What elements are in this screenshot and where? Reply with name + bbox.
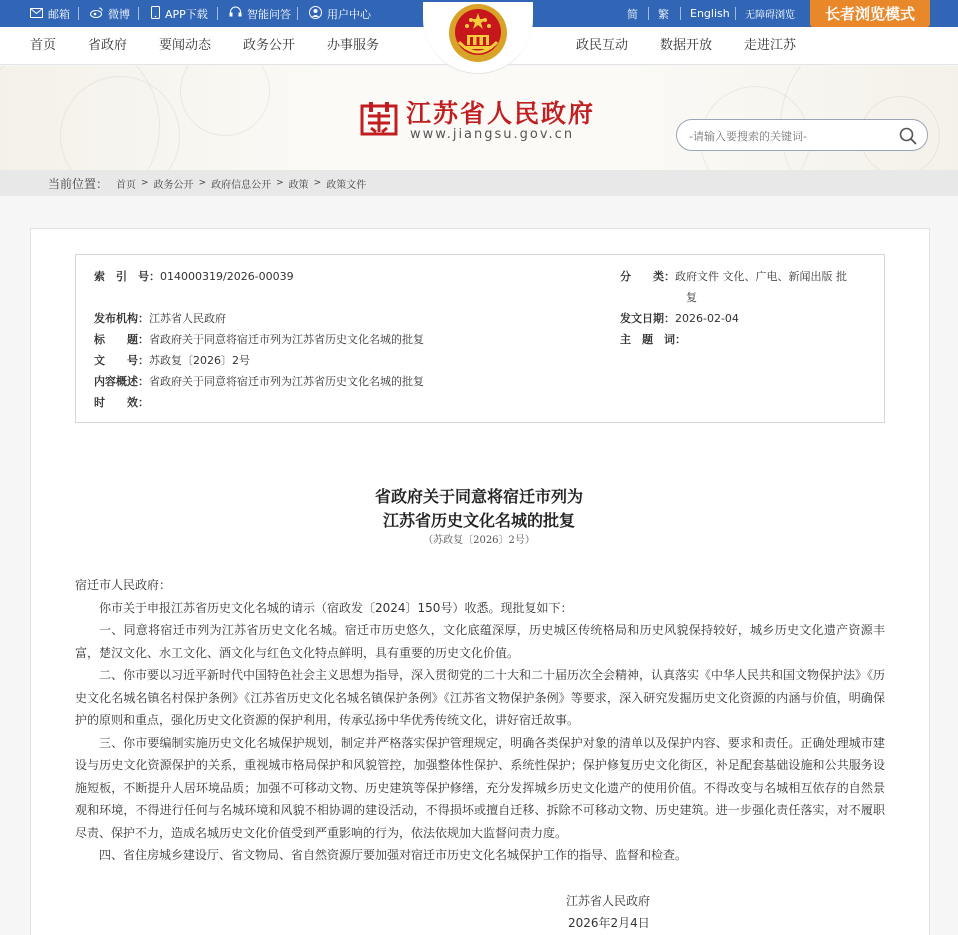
meta-category-value-cont: 复 [686,291,697,304]
accessible-browsing-link[interactable]: 无障碍浏览 [745,10,795,21]
smart-qa-link[interactable] [229,0,291,27]
simplified-chinese-link[interactable]: 简 [627,7,638,21]
chevron-right-icon: > [313,178,322,188]
app-download-label: APP下载 [165,7,208,21]
weibo-link[interactable] [90,0,130,27]
breadcrumb-item-home[interactable]: 首页 [116,179,137,191]
signer: 江苏省人民政府 [566,894,651,908]
meta-date-value: 2026-02-04 [675,312,739,325]
document-title-line-1: 省政府关于同意将宿迁市列为 [374,487,583,506]
meta-issuer-value: 江苏省人民政府 [149,312,226,325]
user-center-label: 用户中心 [327,7,371,21]
meta-validity-label: 时 效： [94,396,149,409]
smart-qa-label: 智能问答 [247,7,291,21]
meta-index-label: 索 引 号： [94,270,160,283]
meta-date-label: 发文日期： [620,312,675,325]
nav-item-gov-affairs[interactable]: 政务公开 [243,38,296,53]
chevron-right-icon: > [141,178,149,188]
breadcrumb-item-policy[interactable]: 政策 [288,179,309,191]
body-paragraph: 你市关于申报江苏省历史文化名城的请示（宿政发〔2024〕150号）收悉。现批复如下： [99,600,573,615]
headset-icon [229,6,242,21]
nav-item-about-jiangsu[interactable]: 走进江苏 [744,38,797,53]
document-title-line-2: 江苏省历史文化名城的批复 [382,511,575,530]
body-paragraph: 三、你市要编制实施历史文化名城保护规划，制定并严格落实保护管理规定，明确各类保护对象的清单以及保护内容、要求和责任。正确处理城市建设与历史文化资源保护的关系，重视城市格局保护和风貌管控，加强整体性保护、系统性保护；保护修复历史文化街区，补足配套基础设施和公共服务设施短板，不断提升人居环境品质；加强不可移动文物、历史建筑等保护修缮，充分发挥城乡历史文化遗产的使用价值。不得改变与名城相互依存的自然景观和环境，不得进行任何与名城环境和风貌不相协调的建设活动，不得损坏或擅自迁移、拆除不可移动文物、历史建筑。进一步强化责任落实，对不履职尽责、保护不力，造成名城历史文化价值受到严重影响的行为，依法依规加大监督问责力度。 [75,735,885,840]
user-center-link[interactable] [309,0,371,27]
elder-mode-button[interactable]: 长者浏览模式 [810,0,930,27]
mail-icon [30,7,43,21]
body-paragraph: 二、你市要以习近平新时代中国特色社会主义思想为指导，深入贯彻党的二十大和二十届历次全会精神，认真落实《中华人民共和国文物保护法》《历史文化名城名镇名村保护条例》《江苏省历史文化名城名镇保护条例》《江苏省文物保护条例》等要求，深入研究发掘历史文化资源的内涵与价值，明确保护的原则和重点，强化历史文化资源的保护利用，传承弘扬中华优秀传统文化，讲好宿迁故事。 [75,668,886,727]
document-number: （苏政复〔2026〕2号） [423,535,535,546]
jiangsu-logo-icon [360,100,398,138]
breadcrumb [0,170,958,196]
app-download-link[interactable] [151,0,208,27]
meta-summary-value: 省政府关于同意将宿迁市列为江苏省历史文化名城的批复 [149,375,424,388]
nav-item-news[interactable]: 要闻动态 [159,38,212,53]
breadcrumb-item-policy-docs[interactable]: 政策文件 [326,179,367,191]
meta-title-label: 标 题： [94,333,149,346]
document-body [75,574,885,867]
traditional-chinese-link[interactable]: 繁 [658,7,669,21]
site-url: www.jiangsu.gov.cn [410,127,575,142]
nav-item-province-gov[interactable]: 省政府 [88,38,128,53]
mail-label: 邮箱 [48,7,70,21]
search-input[interactable] [689,126,889,146]
breadcrumb-item-info-disclosure[interactable]: 政府信息公开 [211,179,272,191]
meta-docno-value: 苏政复〔2026〕2号 [149,354,250,367]
nav-item-home[interactable]: 首页 [30,38,57,53]
mail-link[interactable] [30,0,70,27]
meta-docno-label: 文 号： [94,354,149,367]
nav-item-services[interactable]: 办事服务 [327,38,380,53]
site-name: 江苏省人民政府 [406,99,596,128]
user-icon [309,6,322,22]
chevron-right-icon: > [276,178,284,188]
document-meta-table [75,254,885,423]
meta-summary-label: 内容概述： [94,375,149,388]
weibo-icon [90,7,103,21]
meta-category-value: 政府文件 文化、广电、新闻出版 批 [675,270,847,283]
meta-topic-label: 主 题 词： [620,333,686,346]
salutation: 宿迁市人民政府： [75,578,172,592]
breadcrumb-label: 当前位置： [48,176,109,191]
chevron-right-icon: > [198,178,207,188]
english-link[interactable]: English [690,7,730,20]
body-paragraph: 四、省住房城乡建设厅、省文物局、省自然资源厅要加强对宿迁市历史文化名城保护工作的指导、监督和检查。 [99,848,688,862]
meta-issuer-label: 发布机构： [94,312,149,325]
search-box [676,119,928,151]
search-icon[interactable] [898,126,918,146]
weibo-label: 微博 [108,7,130,21]
national-emblem-icon [447,2,509,64]
nav-item-open-data[interactable]: 数据开放 [660,38,713,53]
meta-title-value: 省政府关于同意将宿迁市列为江苏省历史文化名城的批复 [149,333,424,346]
breadcrumb-item-gov-affairs[interactable]: 政务公开 [153,179,194,191]
mobile-icon [151,6,160,22]
sign-date: 2026年2月4日 [568,916,650,930]
nav-item-interaction[interactable]: 政民互动 [576,38,629,53]
meta-category-label: 分 类： [620,270,675,283]
body-paragraph: 一、同意将宿迁市列为江苏省历史文化名城。宿迁市历史悠久，文化底蕴深厚，历史城区传统格局和历史风貌保持较好，城乡历史文化遗产资源丰富，楚汉文化、水工文化、酒文化与红色文化特点鲜明，具有重要的历史文化价值。 [75,623,885,660]
meta-index-value: 014000319/2026-00039 [160,270,294,283]
